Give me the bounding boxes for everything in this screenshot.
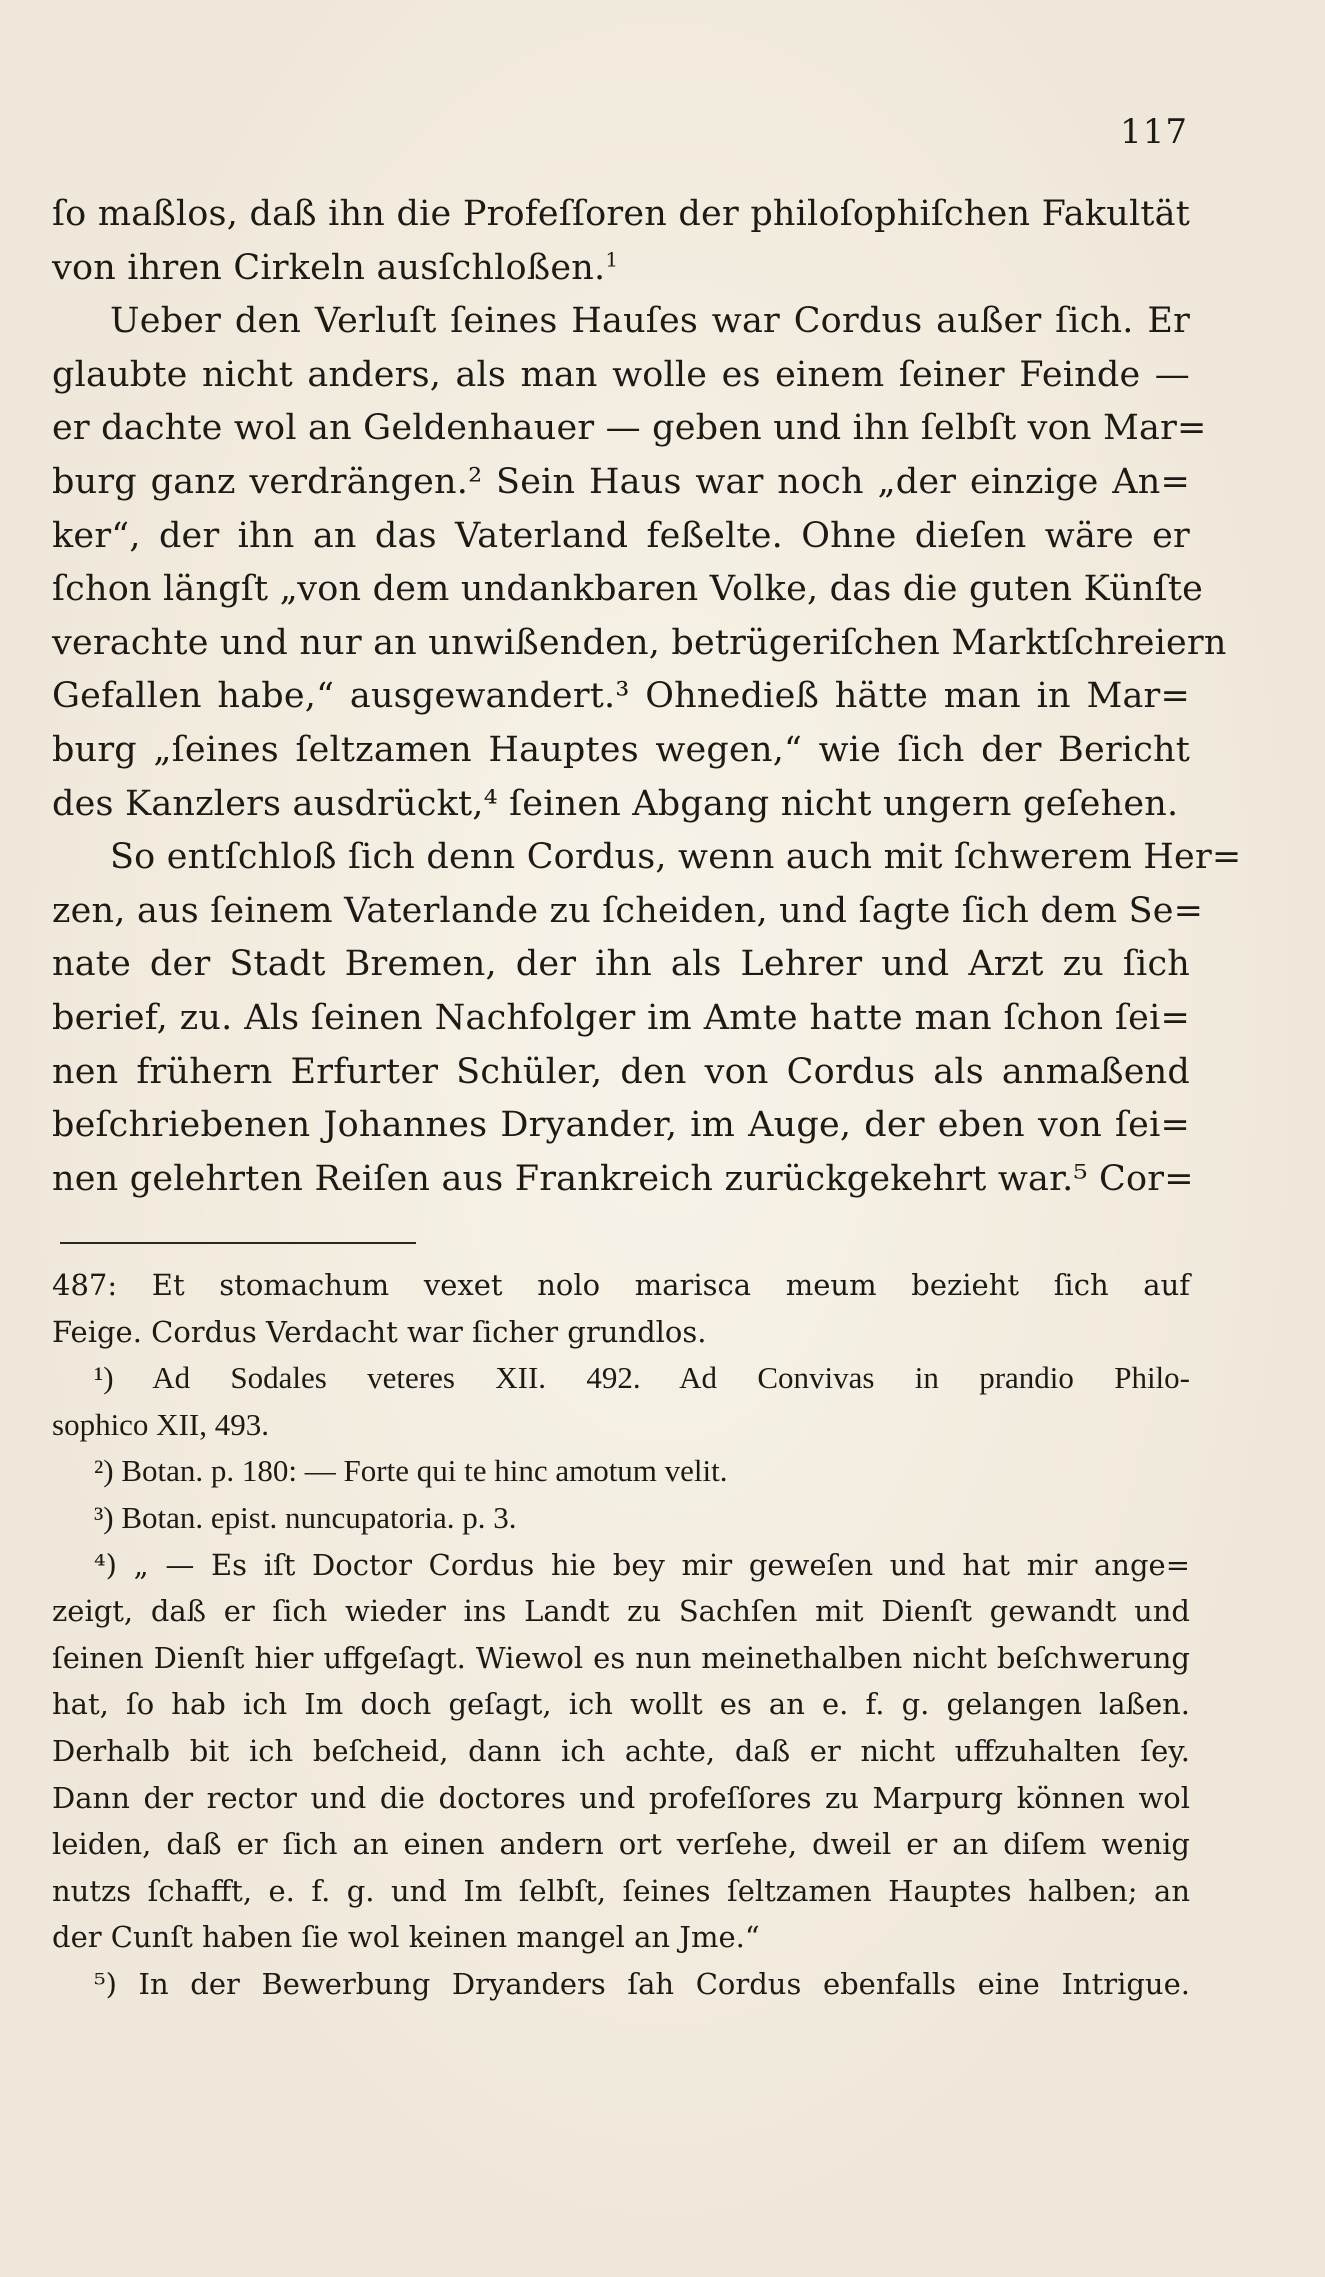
body-line: er dachte wol an Geldenhauer — geben und ihn ſelbſt von Mar= <box>52 408 1207 449</box>
footnote-line: ſeinen Dienſt hier uffgeſagt. Wiewol es nun meinethalben nicht beſchwerung <box>52 1640 1190 1675</box>
body-line: So entſchloß ſich denn Cordus, wenn auch mit ſchwerem Her= <box>110 837 1242 878</box>
body-line: glaubte nicht anders, als man wolle es einem ſeiner Feinde — <box>52 354 1190 395</box>
body-line: burg ganz verdrängen.² Sein Haus war noch „der einzige An= <box>52 461 1190 502</box>
main-text <box>52 188 1242 1206</box>
body-line: nen gelehrten Reiſen aus Frankreich zurückgekehrt war.⁵ Cor= <box>52 1158 1194 1199</box>
footnote-line: hat, ſo hab ich Im doch geſagt, ich wollt es an e. f. g. gelangen laßen. <box>52 1687 1190 1722</box>
footnote-line: ⁴) „ — Es iſt Doctor Cordus hie bey mir geweſen und hat mir ange= <box>94 1547 1190 1582</box>
footnote-line: sophico XII, 493. <box>52 1406 269 1442</box>
body-line: Gefallen habe,“ ausgewandert.³ Ohnedieß hätte man in Mar= <box>52 676 1190 717</box>
body-line: beſchriebenen Johannes Dryander, im Auge, der eben von ſei= <box>52 1105 1190 1146</box>
footnote-line: ³) Botan. epist. nuncupatoria. p. 3. <box>94 1499 517 1535</box>
footnote-line: Derhalb bit ich beſcheid, dann ich achte, daß er nicht uffzuhalten ſey. <box>52 1733 1190 1768</box>
body-line: burg „ſeines ſeltzamen Hauptes wegen,“ wie ſich der Bericht <box>52 729 1190 770</box>
page-number: 117 <box>1120 112 1188 152</box>
body-line: ker“, der ihn an das Vaterland feßelte. Ohne dieſen wäre er <box>52 515 1190 556</box>
body-line: von ihren Cirkeln ausſchloßen.$^1$ <box>52 246 619 288</box>
footnote-line: nutzs ſchafft, e. f. g. und Im ſelbſt, ſeines ſeltzamen Hauptes halben; an <box>52 1873 1190 1908</box>
footnote-line: Dann der rector und die doctores und profeſſores zu Marpurg können wol <box>52 1780 1190 1815</box>
footnote-line: leiden, daß er ſich an einen andern ort verſehe, dweil er an diſem wenig <box>52 1827 1190 1862</box>
footnote-line: 487: Et stomachum vexet nolo marisca meum bezieht ſich auf <box>52 1268 1190 1302</box>
body-line: berief, zu. Als ſeinen Nachfolger im Amte hatte man ſchon ſei= <box>52 997 1190 1038</box>
footnote-line: ²) Botan. p. 180: — Forte qui te hinc amotum velit. <box>94 1453 728 1489</box>
body-line: ſo maßlos, daß ihn die Profeſſoren der philoſophiſchen Fakultät <box>52 194 1190 234</box>
footnote-line: der Cunſt haben ſie wol keinen mangel an Jme.“ <box>52 1920 760 1955</box>
footnotes <box>52 1262 1190 2008</box>
footnote-line: ¹) Ad Sodales veteres XII. 492. Ad Convivas in prandio Philo- <box>94 1360 1190 1396</box>
footnote-divider <box>60 1242 416 1244</box>
body-line: ſchon längſt „von dem undankbaren Volke, das die guten Künſte <box>52 569 1204 610</box>
footnote-line: ⁵) In der Bewerbung Dryanders ſah Cordus ebenfalls eine Intrigue. <box>94 1966 1190 2001</box>
body-line: nen frühern Erfurter Schüler, den von Cordus als anmaßend <box>52 1051 1190 1092</box>
body-line: nate der Stadt Bremen, der ihn als Lehrer und Arzt zu ſich <box>52 944 1190 985</box>
footnote-line: Feige. Cordus Verdacht war ſicher grundlos. <box>52 1314 707 1349</box>
body-line: verachte und nur an unwißenden, betrügeriſchen Marktſchreiern <box>52 622 1227 663</box>
body-line: des Kanzlers ausdrückt,⁴ ſeinen Abgang nicht ungern geſehen. <box>52 783 1179 824</box>
footnote-line: zeigt, daß er ſich wieder ins Landt zu Sachſen mit Dienſt gewandt und <box>52 1594 1190 1629</box>
body-line: Ueber den Verluſt ſeines Hauſes war Cordus außer ſich. Er <box>110 301 1190 342</box>
body-line: zen, aus ſeinem Vaterlande zu ſcheiden, und ſagte ſich dem Se= <box>52 890 1204 931</box>
footnote-marker: 1 <box>605 246 619 271</box>
